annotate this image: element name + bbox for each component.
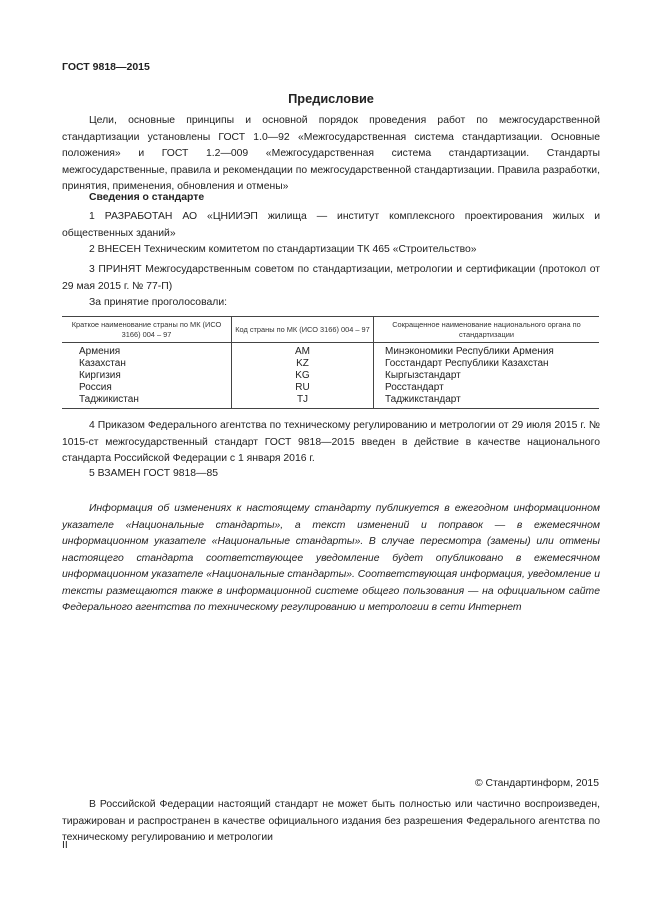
intro-paragraph: Цели, основные принципы и основной порядок проведения работ по межгосударственной стандартизации установлены ГОСТ 1.0—92 «Межгосударственная система стандартизации. Основные положения» и ГОСТ 1.2—009 «Межгосударственная система стандартизации. Стандарты межгосударственные, правила и рекомендации по межгосударственной стандартизации. Правила разработки, принятия, применения, обновления и отмены»: [62, 115, 600, 192]
rights-notice: В Российской Федерации настоящий стандарт не может быть полностью или частично воспроизведен, тиражирован и распространен в качестве официального издания без разрешения Федерального агентства по техническому регулированию и метрологии: [62, 799, 600, 843]
body-cell: Минэкономики Республики Армения: [385, 346, 554, 357]
country-cell: Казахстан: [62, 358, 232, 370]
table-header-row: [62, 317, 599, 343]
table-row: [62, 370, 599, 382]
table-row: [62, 343, 599, 359]
document-code: ГОСТ 9818—2015: [62, 61, 150, 73]
item-submitted: 2 ВНЕСЕН Техническим комитетом по стандартизации ТК 465 «Строительство»: [89, 244, 477, 255]
country-cell: Россия: [62, 382, 232, 394]
country-cell: Киргизия: [62, 370, 232, 382]
table-row: [62, 358, 599, 370]
section-heading: Сведения о стандарте: [89, 192, 205, 203]
item-developed: 1 РАЗРАБОТАН АО «ЦНИИЭП жилища — институт комплексного проектирования жилых и общественных зданий»: [62, 211, 600, 239]
copyright: © Стандартинформ, 2015: [474, 778, 599, 789]
country-cell: Таджикистан: [62, 394, 232, 409]
table-row: [62, 394, 599, 409]
info-note: Информация об изменениях к настоящему стандарту публикуется в ежегодном информационном указателе «Национальные стандарты», а текст изменений и поправок — в ежемесячном информационном указателе «Национальные стандарты». В случае пересмотра (замены) или отмены настоящего стандарта соответствующее уведомление будет опубликовано в ежемесячном информационном указателе «Национальные стандарты». Соответствующая информация, уведомление и тексты размещаются также в информационной системе общего пользования — на официальном сайте Федерального агентства по техническому регулированию и метрологии в сети Интернет: [62, 503, 600, 613]
country-cell: Армения: [62, 343, 232, 359]
voted-label: За принятие проголосовали:: [89, 297, 228, 308]
header-national-body: Сокращенное наименование национального органа по стандартизации: [374, 317, 600, 343]
item-replaces: 5 ВЗАМЕН ГОСТ 9818—85: [89, 468, 219, 479]
item-adopted: 3 ПРИНЯТ Межгосударственным советом по стандартизации, метрологии и сертификации (протокол от 29 мая 2015 г. № 77-П): [62, 264, 600, 292]
header-code: Код страны по МК (ИСО 3166) 004 – 97: [232, 317, 374, 343]
voting-table: [62, 316, 599, 409]
page-title: Предисловие: [288, 91, 374, 106]
body-cell: Таджикстандарт: [374, 394, 600, 409]
code-cell: KZ: [232, 358, 374, 370]
code-cell: KG: [232, 370, 374, 382]
header-country: Краткое наименование страны по МК (ИСО 3166) 004 – 97: [62, 317, 232, 343]
code-cell: RU: [232, 382, 374, 394]
code-cell: TJ: [232, 394, 374, 409]
item-enacted: 4 Приказом Федерального агентства по техническому регулированию и метрологии от 29 июля 2015 г. № 1015-ст межгосударственный стандарт ГОСТ 9818—2015 введен в действие в качестве национального стандарта Российской Федерации с 1 января 2016 г.: [62, 420, 600, 464]
body-cell: Росстандарт: [385, 382, 444, 394]
body-cell: Госстандарт Республики Казахстан: [385, 358, 549, 370]
table-row: [62, 382, 599, 394]
body-cell: Кыргызстандарт: [385, 370, 461, 382]
code-cell: AM: [232, 343, 374, 359]
page-number: II: [62, 840, 68, 851]
